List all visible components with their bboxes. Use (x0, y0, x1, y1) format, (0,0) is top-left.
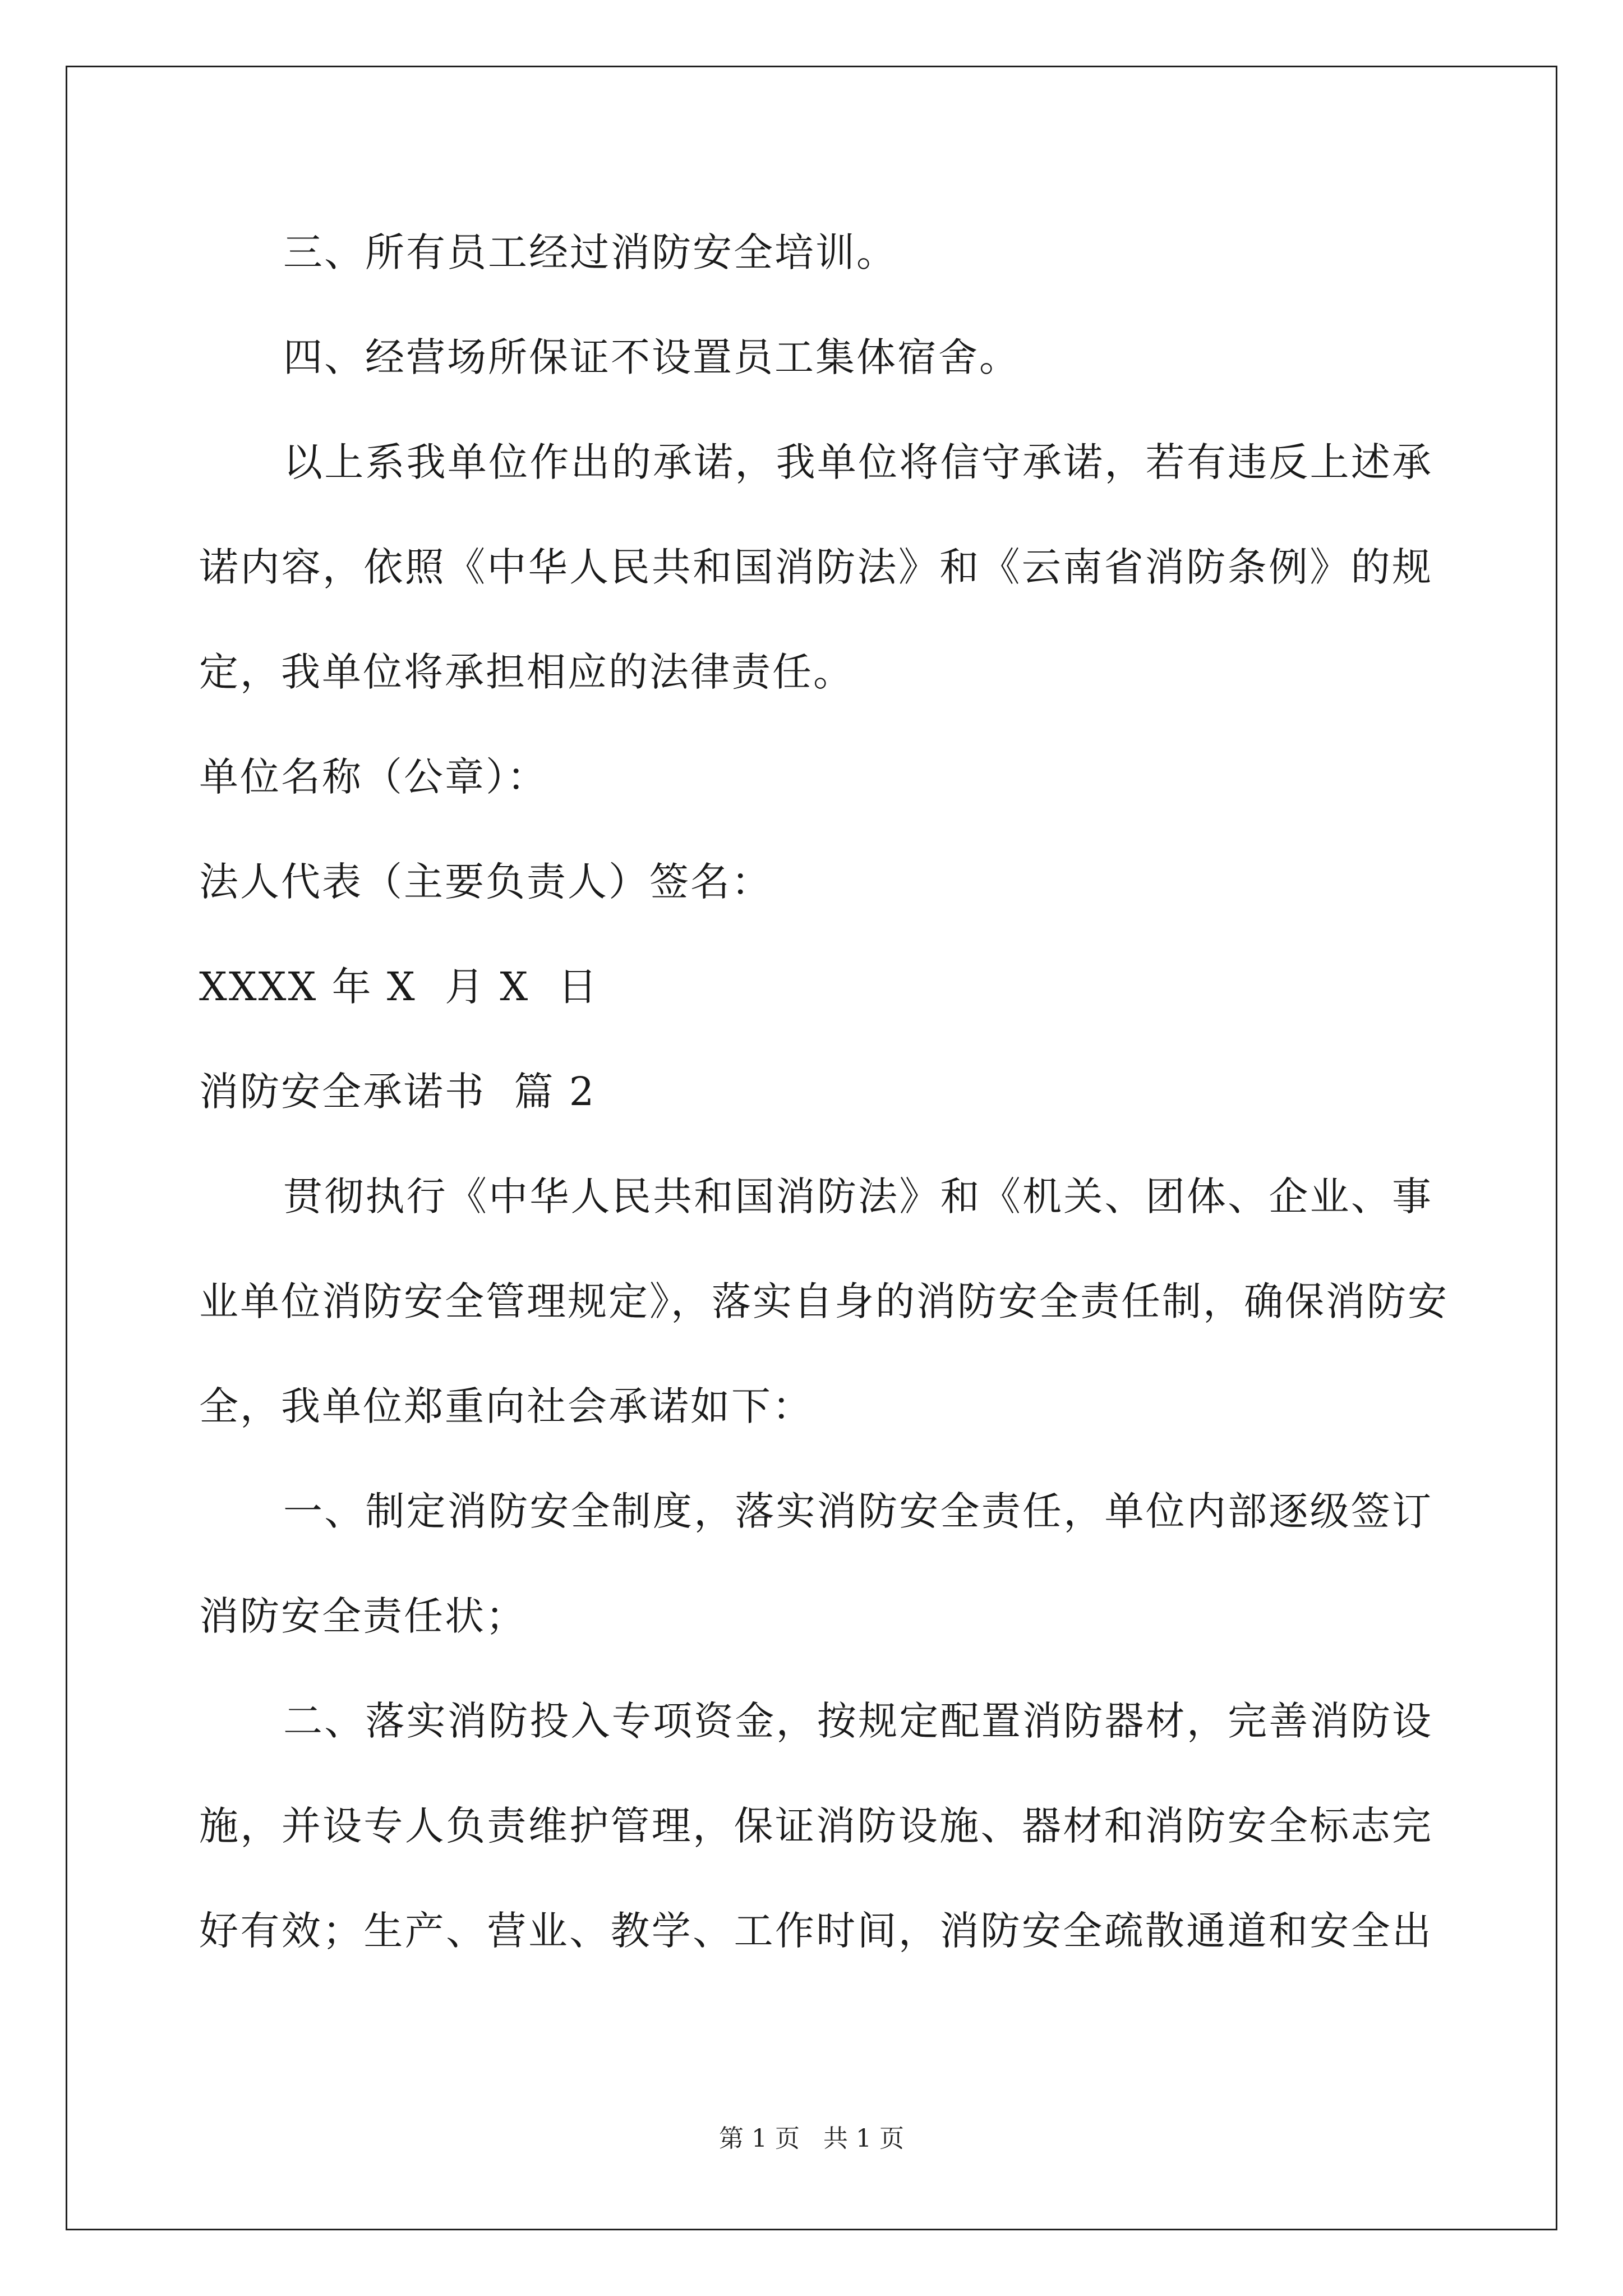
commitment-paragraph-line-1: 以上系我单位作出的承诺，我单位将信守承诺，若有违反上述承 (283, 439, 1433, 485)
page-number-footer: 第 1 页 共 1 页 (719, 2124, 904, 2153)
paragraph-item-three: 三、所有员工经过消防安全培训。 (283, 229, 897, 275)
item-two-line-1: 二、落实消防投入专项资金，按规定配置消防器材，完善消防设 (283, 1698, 1433, 1744)
item-one-line-2: 消防安全责任状； (199, 1593, 527, 1639)
legal-representative-signature-label: 法人代表（主要负责人）签名： (199, 859, 772, 905)
commitment-paragraph-line-2: 诺内容，依照《中华人民共和国消防法》和《云南省消防条例》的规 (199, 544, 1433, 590)
section-heading: 消防安全承诺书 篇 2 (199, 1069, 596, 1115)
intro-paragraph-line-2: 业单位消防安全管理规定》，落实自身的消防安全责任制，确保消防安 (199, 1278, 1449, 1324)
paragraph-item-four: 四、经营场所保证不设置员工集体宿舍。 (283, 334, 1020, 380)
date-line: XXXX 年 X 月 X 日 (199, 964, 599, 1010)
item-two-line-3: 好有效；生产、营业、教学、工作时间，消防安全疏散通道和安全出 (199, 1908, 1433, 1954)
intro-paragraph-line-3: 全，我单位郑重向社会承诺如下： (199, 1383, 813, 1429)
intro-paragraph-line-1: 贯彻执行《中华人民共和国消防法》和《机关、团体、企业、事 (283, 1174, 1433, 1220)
item-two-line-2: 施，并设专人负责维护管理，保证消防设施、器材和消防安全标志完 (199, 1803, 1433, 1849)
item-one-line-1: 一、制定消防安全制度，落实消防安全责任，单位内部逐级签订 (283, 1488, 1433, 1534)
commitment-paragraph-line-3: 定，我单位将承担相应的法律责任。 (199, 649, 854, 695)
unit-name-seal-label: 单位名称（公章）： (199, 754, 548, 800)
